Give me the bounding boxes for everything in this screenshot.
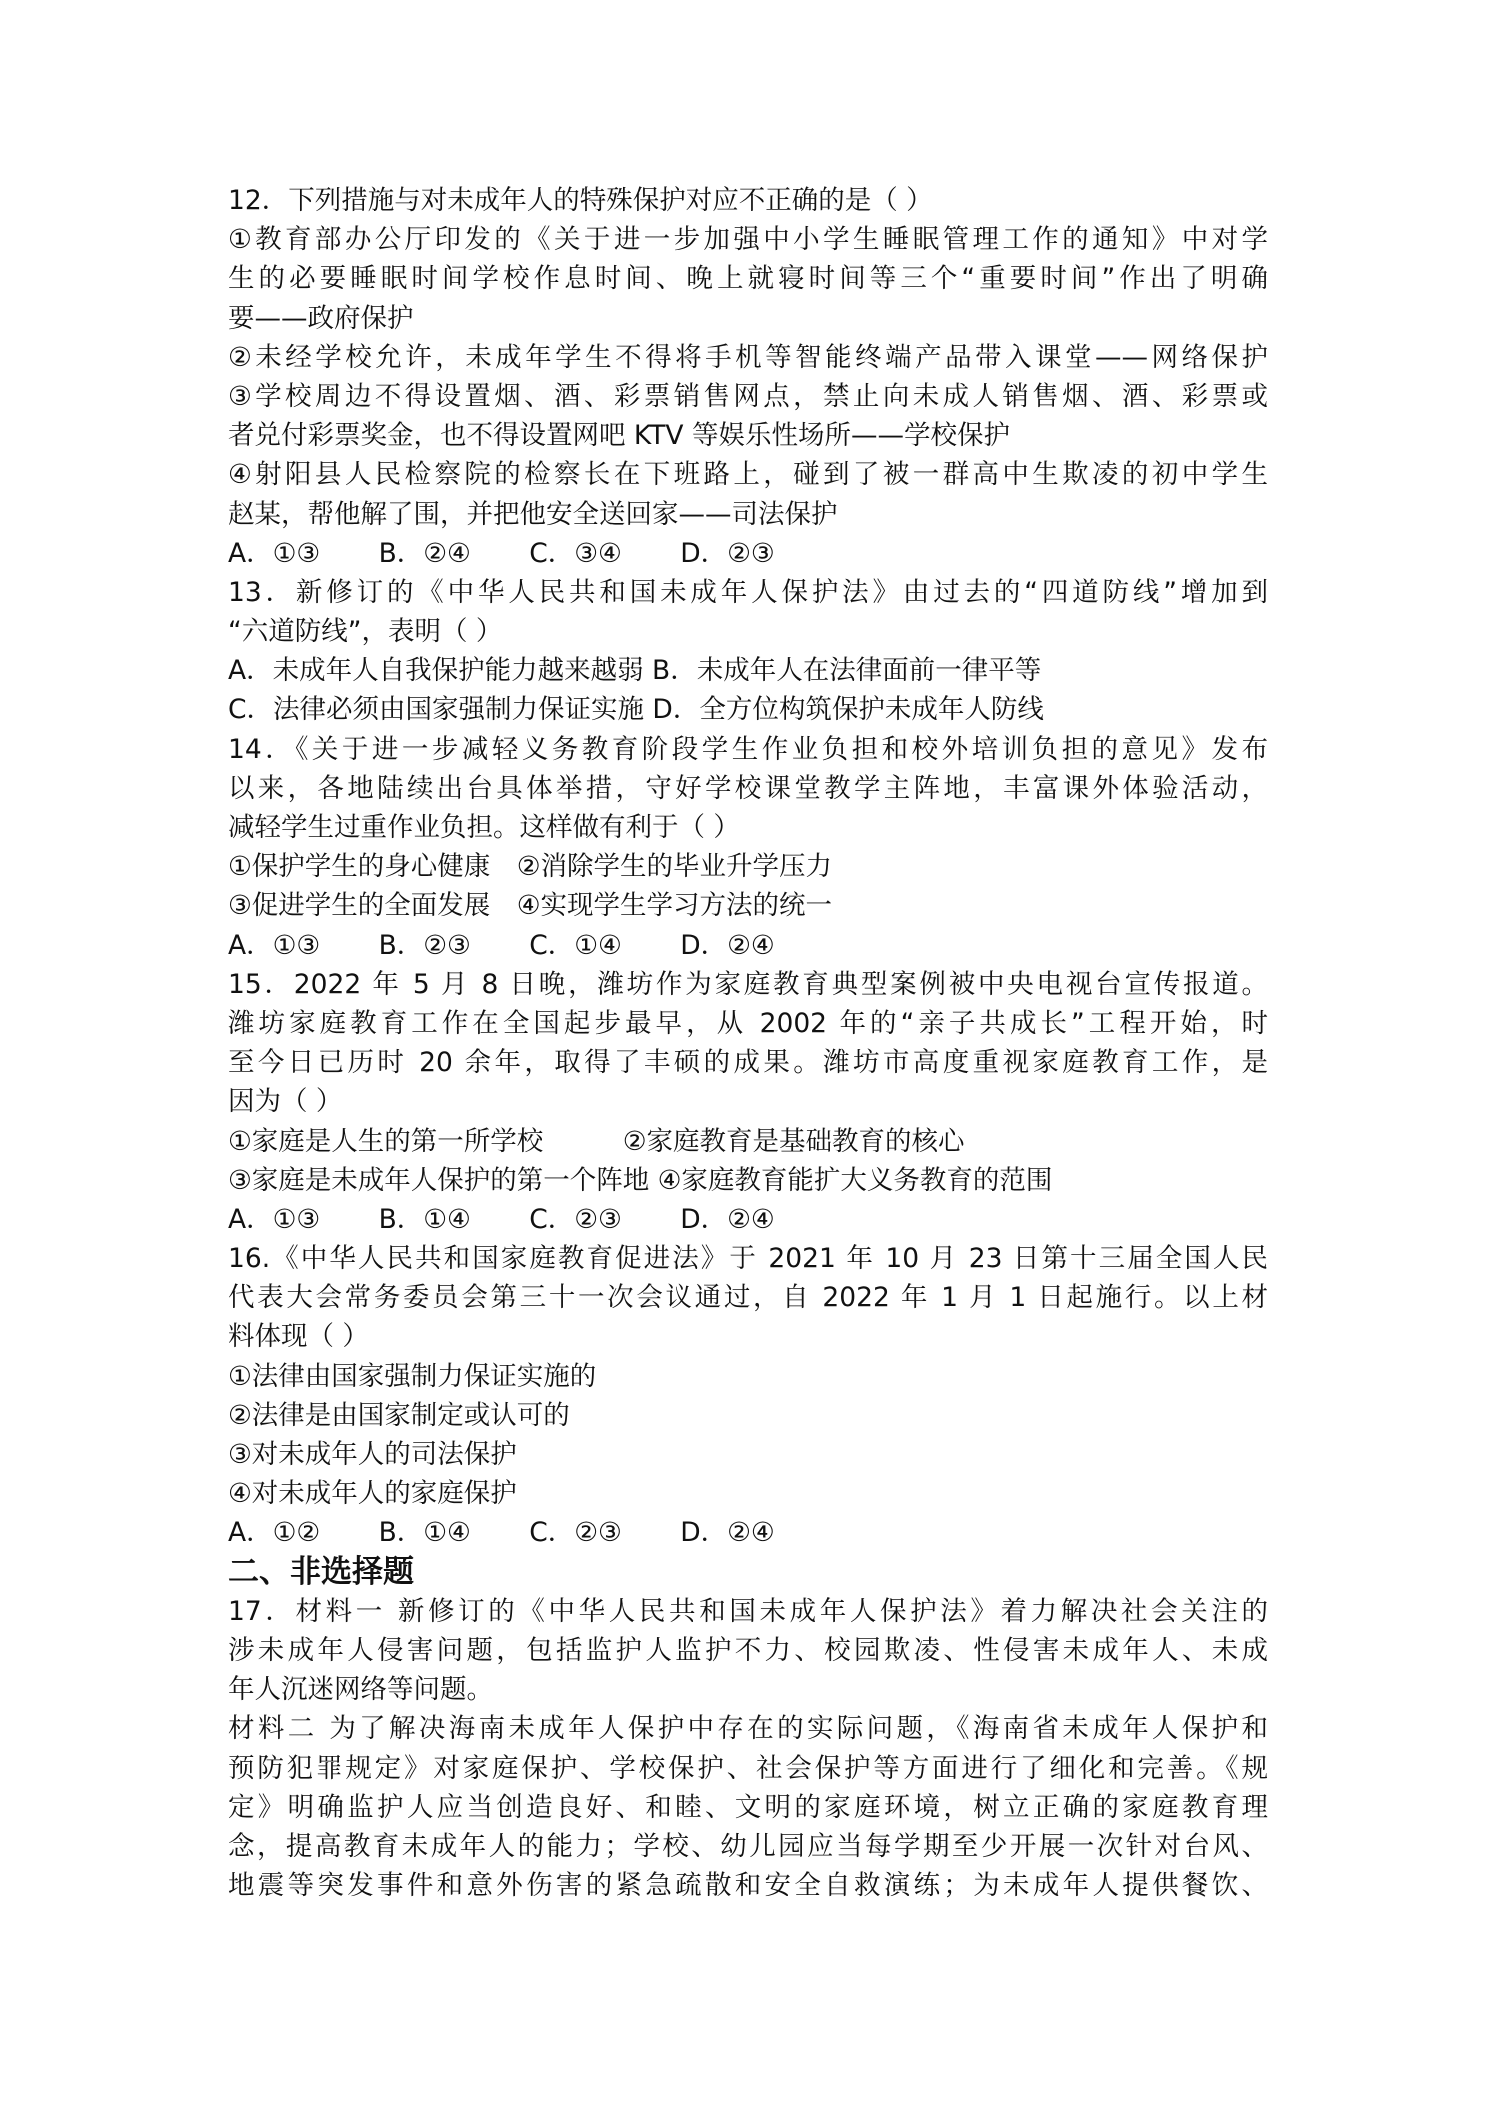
- option-c: C．①④: [529, 929, 622, 961]
- question-15-options: [228, 1200, 1268, 1239]
- question-15-line: 因为（ ）: [228, 1086, 343, 1118]
- option-c: C．③④: [529, 537, 622, 569]
- question-16-stem: 16.《中华人民共和国家庭教育促进法》于 2021 年 10 月 23 日第十三届全国人民: [228, 1243, 1268, 1275]
- option-a: A．①③: [228, 1203, 321, 1235]
- option-a: A．①③: [228, 929, 321, 961]
- question-16-line: 料体现（ ）: [228, 1321, 369, 1353]
- question-15-stem: 15．2022 年 5 月 8 日晚，潍坊作为家庭教育典型案例被中央电视台宣传报道。: [228, 968, 1268, 1000]
- option-a: A．①③: [228, 537, 321, 569]
- option-d: D．②④: [680, 1517, 775, 1549]
- option-c: C．②③: [529, 1203, 622, 1235]
- question-14-line: 减轻学生过重作业负担。这样做有利于（ ）: [228, 812, 740, 843]
- question-17: [228, 1592, 1268, 1906]
- question-17-line: 年人沉迷网络等问题。: [228, 1674, 493, 1706]
- question-12: [228, 181, 1268, 573]
- question-14: [228, 730, 1268, 965]
- question-14-line: ③促进学生的全面发展 ④实现学生学习方法的统一: [228, 890, 833, 922]
- question-13-options-ab: A．未成年人自我保护能力越来越弱 B．未成年人在法律面前一律平等: [228, 655, 1042, 687]
- question-16-line: ③对未成年人的司法保护: [228, 1439, 517, 1470]
- question-13: [228, 573, 1268, 730]
- question-12-line: ④射阳县人民检察院的检察长在下班路上，碰到了被一群高中生欺凌的初中学生: [228, 459, 1268, 491]
- question-13-stem: 13．新修订的《中华人民共和国未成年人保护法》由过去的“四道防线”增加到: [228, 576, 1268, 608]
- question-14-options: [228, 926, 1268, 965]
- option-b: B．①④: [378, 1517, 471, 1549]
- question-12-stem: 12．下列措施与对未成年人的特殊保护对应不正确的是（ ）: [228, 185, 933, 216]
- question-15: [228, 965, 1268, 1239]
- question-14-stem: 14．《关于进一步减轻义务教育阶段学生作业负担和校外培训负担的意见》发布: [228, 733, 1268, 765]
- option-d: D．②④: [680, 929, 775, 961]
- question-12-options: [228, 534, 1268, 573]
- question-16-line: ①法律由国家强制力保证实施的: [228, 1360, 597, 1392]
- question-17-line: 17．材料一 新修订的《中华人民共和国未成年人保护法》着力解决社会关注的: [228, 1595, 1268, 1627]
- question-12-line: 生的必要睡眠时间学校作息时间、晚上就寝时间等三个“重要时间”作出了明确: [228, 263, 1268, 295]
- question-14-line: 以来，各地陆续出台具体举措，守好学校课堂教学主阵地，丰富课外体验活动，: [228, 772, 1268, 804]
- question-12-line: ③学校周边不得设置烟、酒、彩票销售网点，禁止向未成人销售烟、酒、彩票或: [228, 380, 1268, 412]
- question-12-line: 赵某，帮他解了围，并把他安全送回家——司法保护: [228, 498, 838, 530]
- question-15-line: ③家庭是未成年人保护的第一个阵地 ④家庭教育能扩大义务教育的范围: [228, 1164, 1053, 1196]
- question-16: [228, 1239, 1268, 1553]
- option-b: B．②④: [378, 537, 471, 569]
- option-d: D．②③: [680, 537, 775, 569]
- question-15-line: ①家庭是人生的第一所学校 ②家庭教育是基础教育的核心: [228, 1125, 965, 1157]
- option-b: B．①④: [378, 1203, 471, 1235]
- question-12-line: ①教育部办公厅印发的《关于进一步加强中小学生睡眠管理工作的通知》中对学: [228, 224, 1268, 256]
- question-16-line: ④对未成年人的家庭保护: [228, 1478, 517, 1510]
- question-15-line: 潍坊家庭教育工作在全国起步最早，从 2002 年的“亲子共成长”工程开始，时: [228, 1007, 1268, 1039]
- question-17-line: 念，提高教育未成年人的能力；学校、幼儿园应当每学期至少开展一次针对台风、: [228, 1830, 1268, 1862]
- page-content: [228, 181, 1268, 1905]
- question-16-line: ②法律是由国家制定或认可的: [228, 1399, 570, 1431]
- option-c: C．②③: [529, 1517, 622, 1549]
- question-13-options-cd: C．法律必须由国家强制力保证实施 D．全方位构筑保护未成年人防线: [228, 694, 1044, 726]
- question-14-line: ①保护学生的身心健康 ②消除学生的毕业升学压力: [228, 851, 833, 883]
- question-17-line: 预防犯罪规定》对家庭保护、学校保护、社会保护等方面进行了细化和完善。《规: [228, 1752, 1268, 1784]
- question-16-options: [228, 1513, 1268, 1552]
- question-12-line: ②未经学校允许，未成年学生不得将手机等智能终端产品带入课堂——网络保护: [228, 341, 1268, 373]
- question-12-line: 要——政府保护: [228, 302, 414, 334]
- question-17-line: 材料二 为了解决海南未成年人保护中存在的实际问题，《海南省未成年人保护和: [228, 1713, 1268, 1745]
- question-15-line: 至今日已历时 20 余年，取得了丰硕的成果。潍坊市高度重视家庭教育工作，是: [228, 1047, 1268, 1079]
- question-17-line: 定》明确监护人应当创造良好、和睦、文明的家庭环境，树立正确的家庭教育理: [228, 1791, 1268, 1823]
- question-13-line: “六道防线”，表明（ ）: [228, 616, 503, 648]
- section-title: 二、非选择题: [228, 1553, 414, 1590]
- option-a: A．①②: [228, 1517, 321, 1549]
- option-d: D．②④: [680, 1203, 775, 1235]
- question-17-line: 涉未成年人侵害问题，包括监护人监护不力、校园欺凌、性侵害未成年人、未成: [228, 1634, 1268, 1666]
- question-17-line: 地震等突发事件和意外伤害的紧急疏散和安全自救演练；为未成年人提供餐饮、: [228, 1870, 1268, 1902]
- question-16-line: 代表大会常务委员会第三十一次会议通过，自 2022 年 1 月 1 日起施行。以上材: [228, 1282, 1268, 1314]
- question-12-line: 者兑付彩票奖金，也不得设置网吧 KTV 等娱乐性场所——学校保护: [228, 420, 1010, 452]
- option-b: B．②③: [378, 929, 471, 961]
